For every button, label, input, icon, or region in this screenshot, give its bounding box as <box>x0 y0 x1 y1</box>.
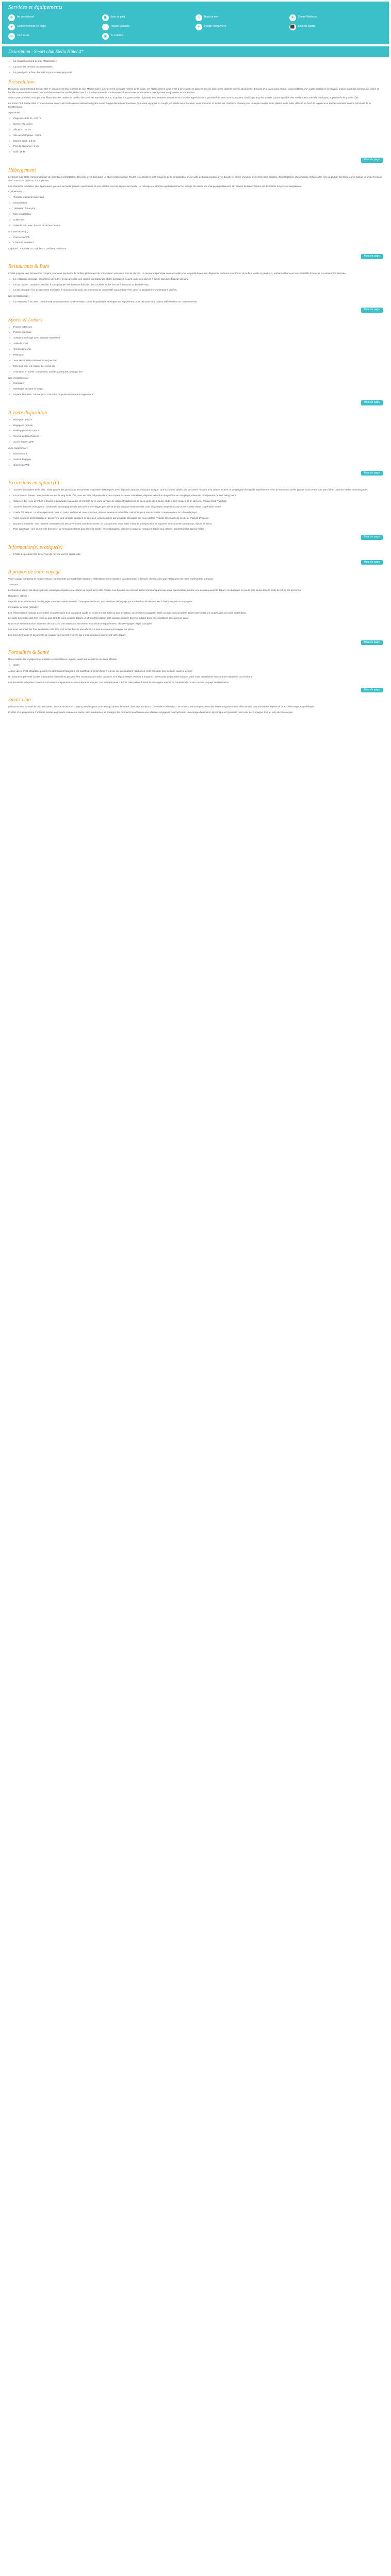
service-item <box>8 33 102 40</box>
foot-icon: ☗ <box>102 14 109 21</box>
equipements-list <box>8 196 383 227</box>
sport-item: ● Animation en soirée : spectacles, soirées dansantes, musique live <box>8 370 383 374</box>
service-label: Centre Wellness <box>298 15 317 19</box>
restaurants-prestations-label: Nos prestations (2) : <box>8 295 30 298</box>
back-to-top-button[interactable]: Haut de page <box>361 471 383 476</box>
excursion-item: ● Journée dans les montagnes : randonnée accompagnée à la découverte de villages perchés et de panoramas exceptionnels, avec dégustation de produits du terroir et visite d'une coopérative locale. <box>8 505 383 509</box>
prestation-item: ● Massages et soins du corps <box>8 387 383 391</box>
equipement-item: ● Climatisation <box>8 201 383 205</box>
info-item: ● L'hôtel ne propose pas de service de navette vers le centre-ville. <box>8 553 383 556</box>
section-sports-title: Sports & Loisirs <box>8 317 43 323</box>
snowflake-icon: ❄ <box>8 14 15 21</box>
info-list <box>8 553 383 556</box>
disposition-item: ● Parking gratuit sur place <box>8 429 383 433</box>
excursion-item: ● Excursion en bateau : une journée en mer le long de la côte, avec escales baignade dans des criques aux eaux cristallines, déjeuner à bord et temps libre sur une plage préservée. Équipement de snorkeling fourni. <box>8 494 383 498</box>
back-to-top-button[interactable]: Haut de page <box>361 688 383 693</box>
description-title: Description - Smart club Stella Hôtel 4* <box>8 48 84 54</box>
back-to-top-button[interactable]: Haut de page <box>361 400 383 405</box>
prestation-item: ● Chambre Standard <box>8 241 383 245</box>
intro-item: ● La proximité de sites incontournables <box>8 65 383 69</box>
proximite-item: ● Site archéologique : 10 km <box>8 134 383 138</box>
hebergement-prestations-label: Nos prestations (1) : <box>8 230 30 233</box>
back-to-top-button[interactable]: Haut de page <box>361 535 383 540</box>
back-to-top-button[interactable]: Haut de page <box>361 640 383 646</box>
smartclub-p1: Découvrez une formule de club innovante : des vacances tout compris pensées pour tous ceux qui aiment la liberté, dans une ambiance conviviale et détendue. Les Smart Club vous proposent des hôtels soigneusement sélectionnés, des animations légères et un excellent rapport qualité-prix. <box>8 705 315 708</box>
bagages-label: Bagages / options : <box>8 594 29 597</box>
equipements-label: Equipements : <box>8 190 24 193</box>
formalites-detail-text: Les ressortissants français doivent être en possession d'un passeport valide au moins 6 mois après la date de retour. Les mineurs voyageant seuls ou avec un seul parent doivent présenter une autorisation de sortie du territoire. <box>8 611 247 614</box>
restaurant-item: ● Le bar piscine : ouvert en journée, il vous propose des boissons fraîches, des cocktails et des en-cas à savourer au bord de l'eau. <box>8 283 383 287</box>
formalites-p3: Un traitement préventif ou des précautions particulières peuvent être recommandés selon la saison et la région visitée. Pensez à emporter une trousse de premiers soins et votre carte européenne d'assurance maladie le cas échéant. <box>8 675 253 679</box>
equipement-item: ● Télévision écran plat <box>8 207 383 211</box>
section-restaurants-title: Restaurants & Bars <box>8 263 50 269</box>
disposition-list <box>8 418 383 444</box>
supplements-list <box>8 452 383 467</box>
sports-prestations-label: Nos prestations (3) : <box>8 376 30 379</box>
restaurants-list <box>8 278 383 293</box>
service-label: Centre wellness en home <box>17 25 46 28</box>
section-smartclub-title: Smart club <box>8 697 31 703</box>
section-disposition-title: A votre disposition <box>8 410 47 416</box>
back-to-top-button[interactable]: Haut de page <box>361 560 383 565</box>
section-hebergement-title: Hébergement <box>8 167 36 173</box>
assurance-text: Nous vous recommandons vivement de souscrire une assurance annulation et assistance rapatriement, afin de voyager l'esprit tranquille. <box>8 622 153 625</box>
restaurants-prestations-list <box>8 300 383 304</box>
intro-list <box>8 60 383 75</box>
presentation-p2: À deux pas de l'hôtel, vous pourrez flâner dans les ruelles de la ville, découvrir les marchés locaux, et goûter à la gastronomie régionale. Les amateurs de culture et d'histoire apprécieront la proximité de sites incontournables, tandis que les plus sportifs pourront profiter des nombreuses activités nautiques proposées le long de la côte. <box>8 96 359 99</box>
sport-item: ● Jeux de société et animations en journée <box>8 359 383 363</box>
excursion-item: ● Journée découverte de la ville : visite guidée des principaux monuments et quartiers historiques, avec déjeuner dans un restaurant typique. Une excursion idéale pour découvrir l'histoire et la culture locales en compagnie d'un guide expérimenté, avec de nombreux arrêts photos et du temps libre pour flâner dans les ruelles commerçantes. <box>8 488 383 492</box>
proximite-item: ● Marché local : 1,5 km <box>8 140 383 143</box>
disposition-item: ● Réception 24h/24 <box>8 418 383 422</box>
proximite-label: A proximité : <box>8 111 22 114</box>
outdoor-pool-icon: ☀ <box>196 24 202 30</box>
service-item <box>289 24 383 30</box>
equipement-item: ● Salle de bain avec douche et sèche-cheveux <box>8 224 383 228</box>
disposition-item: ● Bagagerie gratuite <box>8 424 383 428</box>
service-item <box>8 14 102 21</box>
proximite-item: ● Golf : 15 km <box>8 150 383 154</box>
prestation-item: ● Hammam <box>8 382 383 385</box>
service-item <box>8 24 102 30</box>
formalites-p2: Aucun vaccin n'est obligatoire pour les ressortissants français. Il est toutefois conseillé d'être à jour de ses vaccinations habituelles et de consulter son médecin avant le départ. <box>8 670 192 673</box>
service-label: Salle de sports <box>298 25 315 28</box>
disposition-item: ● Accès internet WiFi <box>8 440 383 444</box>
wellness-icon: ♥ <box>8 24 15 30</box>
main-content <box>2 57 389 715</box>
bagages-text: Le poids et les dimensions des bagages autorisés varient selon la compagnie aérienne. Tout excédent de bagage pourra être facturé directement à l'aéroport par la compagnie. <box>8 600 193 603</box>
sport-item: ● Piscine extérieure <box>8 326 383 329</box>
restaurant-item: ● Le restaurant principal : sous forme de buffet, il vous propose une cuisine internationale et des spécialités locales, avec des soirées à thème plusieurs fois par semaine. <box>8 278 383 281</box>
service-item <box>102 14 196 21</box>
sport-item: ● Pétanque <box>8 353 383 357</box>
service-label: Bain de pied <box>110 15 125 19</box>
proximite-item: ● Aéroport : 25 km <box>8 128 383 132</box>
section-formalites-title: Formalités & Santé <box>8 650 49 656</box>
proximite-item: ● Port de plaisance : 3 km <box>8 145 383 148</box>
service-label: Air conditionné <box>17 15 35 19</box>
supplements-label: Avec supplément : <box>8 447 28 450</box>
sports-list <box>8 326 383 374</box>
excursion-item: ● Soirée folklorique : un dîner-spectacle dans un cadre traditionnel, avec musique, danses locales et spécialités culinaires, pour une immersion complète dans la culture du pays. <box>8 511 383 515</box>
formalite-item: ● Santé <box>8 664 383 667</box>
hebergement-prestations-list <box>8 236 383 245</box>
service-label: Bord de mer <box>204 15 219 19</box>
services-grid <box>8 14 383 40</box>
service-item <box>289 14 383 21</box>
formalites-list <box>8 664 383 667</box>
back-to-top-button[interactable]: Haut de page <box>361 254 383 259</box>
sport-item: ● Mini-club pour les enfants de 4 à 12 ans <box>8 365 383 368</box>
bons-text: Les bons d'échange et documents de voyage vous seront envoyés par e-mail quelques jours avant votre départ. <box>8 634 126 637</box>
paiement-text: Le solde du voyage doit être réglé au plus tard 30 jours avant le départ. Les frais d'annulation sont calculés selon le barème indiqué dans nos conditions générales de vente. <box>8 617 189 620</box>
intro-item: ● La situation en bord de mer Méditerranée <box>8 60 383 63</box>
hebergement-p1: Le Smart club Stella Hotel 4* dispose de chambres confortables, décorées avec goût dans un style méditerranéen. Toutes les chambres sont équipées de la climatisation, d'une salle de bains privative avec douche et sèche-cheveux, d'une télévision satellite, d'un téléphone, d'un minibar et d'un coffre-fort. La plupart bénéficient d'un balcon ou d'une terrasse avec vue sur le jardin ou sur la piscine. <box>8 175 382 182</box>
description-banner <box>2 46 389 58</box>
hebergement-p2: Les chambres familiales, plus spacieuses, peuvent accueillir jusqu'à 4 personnes et sont idéales pour les séjours en famille. Le ménage est effectué quotidiennement et le linge de toilette est changé régulièrement. Un service de blanchisserie est disponible moyennant supplément. <box>8 184 302 188</box>
taxes-text: Les taxes aéroport, les frais de dossier et la TVA sont inclus dans le prix affiché. La taxe de séjour est à régler sur place. <box>8 628 135 631</box>
section-apropos-title: A propos de votre voyage <box>8 569 61 575</box>
section-excursions-title: Excursions en option (€) <box>8 480 59 486</box>
service-item <box>102 33 196 40</box>
proximite-list <box>8 117 383 154</box>
services-panel <box>2 2 389 44</box>
dumbbell-icon: ⬛ <box>289 24 296 30</box>
transport-label: Transport : <box>8 583 20 586</box>
equipement-item: ● Terrasse ou balcon aménagé <box>8 196 383 199</box>
equipement-item: ● Coffre-fort <box>8 218 383 222</box>
sport-item: ● Solarium aménagé avec transats et parasols <box>8 336 383 340</box>
spa-icon: ❀ <box>289 14 296 21</box>
service-item <box>196 14 289 21</box>
restaurants-p1: L'hôtel propose une formule tout compris pour vous permettre de profiter pleinement de votre séjour sans vous soucier de rien. Le restaurant principal vous accueille pour les petits-déjeuners, déjeuners et dîners sous forme de buffets variés et généreux, mettant à l'honneur les spécialités locales et la cuisine internationale. <box>8 272 347 275</box>
prestation-item: ● Espace bien-être : sauna, jacuzzi et soins proposés moyennant supplément <box>8 393 383 397</box>
service-label: Tout inclus <box>17 34 29 38</box>
smartclub-p2: Profitez d'un programme d'activités variées en journée comme en soirée, sans contraintes, et partagez des moments inoubliables avec d'autres voyageurs francophones. Une équipe d'animation dynamique est présente pour vous accompagner tout au long de votre séjour. <box>8 711 294 714</box>
proximite-item: ● Plage de sable fin : 100 m <box>8 117 383 121</box>
service-label: Piscine couverte <box>110 25 130 28</box>
supplement-item: ● Service bagages <box>8 458 383 462</box>
formalites-p1: Nous invitons les voyageurs à consulter les formalités en vigueur avant leur départ sur les sites officiels. <box>8 658 118 661</box>
sport-item: ● Salle de sport <box>8 342 383 346</box>
product-page <box>0 0 391 727</box>
formalites-detail-label: Formalités et santé (détails) : <box>8 605 39 608</box>
excursion-item: ● Parc aquatique : une journée de détente et de sensations fortes pour toute la famille, avec toboggans, piscines à vagues et espaces dédiés aux enfants, transfert inclus depuis l'hôtel. <box>8 528 383 531</box>
excursions-list <box>8 488 383 531</box>
presentation-p1: Bienvenue au Smart Club Stella Hotel 4*, idéalement situé en bord de mer Méditerranée, à seulement quelques mètres de la plage, cet établissement vous invite à des vacances placées sous le signe de la détente et de la découverte. Entouré d'un vaste parc arboré, vous profiterez d'un cadre paisible et verdoyant, propice au repos comme aux loisirs en famille ou entre amis. Pensé pour satisfaire toutes les envies, l'hôtel met à votre disposition de nombreuses infrastructures et animations pour rythmer vos journées et vos soirées. <box>8 87 380 94</box>
restaurant-item: ● Le bar principal : lieu de rencontre en soirée, il vous accueille pour des moments de convivialité autour d'un verre, avec un programme d'animations variées. <box>8 289 383 292</box>
excursion-item: ● Bazars et marchés : une matinée consacrée à la découverte des marchés colorés, où vous pourrez vous initier à l'art de la négociation et rapporter des souvenirs artisanaux, épices et tissus. <box>8 522 383 526</box>
tv-icon: ▣ <box>102 33 109 40</box>
service-item <box>196 24 289 30</box>
allinclusive-icon: ∞ <box>8 33 15 40</box>
prestation-item: ● Le restaurant à la carte : une formule de restauration sur réservation, selon disponibilités et moyennant supplément, pour découvrir une cuisine raffinée dans un cadre intimiste. <box>8 300 383 304</box>
transport-text: Le transport aérien est assuré par une compagnie régulière ou charter au départ de la ville choisie. Les horaires de vol vous seront communiqués avec votre convocation, environ une semaine avant le départ. Les bagages en soute sont inclus dans la limite de 20 kg par personne. <box>8 588 302 591</box>
section-info-title: Information(s) pratique(s) <box>8 544 63 550</box>
disposition-item: ● Service de blanchisserie <box>8 435 383 438</box>
service-item <box>102 24 196 30</box>
formalites-p4: Les formalités indiquées ci-dessus concernent uniquement les ressortissants français. Les ressortissants d'autres nationalités doivent se renseigner auprès de l'ambassade ou du consulat du pays de destination. <box>8 681 230 684</box>
services-title: Services et équipements <box>8 4 63 10</box>
prestation-item: ● Connexion Wifi <box>8 236 383 240</box>
supplement-item: ● Blanchisserie <box>8 452 383 456</box>
intro-item: ● Le grand parc et bien des loisirs qui vous sont proposés <box>8 71 383 75</box>
equipement-item: ● Mini réfrigérateur <box>8 213 383 216</box>
capacity-text: Capacité : 2 adultes ou 2 adultes + 2 enfants maximum. <box>8 247 67 250</box>
apropos-p1: Votre voyage comprend le vol aller-retour, les transferts aéroport-hôtel-aéroport, l'hébergement en chambre standard selon la formule choisie, ainsi que l'assistance de notre représentant sur place. <box>8 578 214 581</box>
excursion-item: ● Visite des sites archéologiques : découverte des vestiges antiques de la région, accompagnée par un guide spécialisé qui vous contera l'histoire fascinante de ces lieux chargés d'histoire. <box>8 517 383 520</box>
sport-item: ● Terrain de tennis <box>8 348 383 351</box>
supplement-item: ● Connexion Wifi <box>8 464 383 467</box>
service-label: Piscine découverte <box>204 25 226 28</box>
presentation-p3: Le Smart Club Stella Hotel 4* vous réserve un accueil chaleureux et attentionné grâce à une équipe dévouée et souriante. Que vous voyagiez en couple, en famille ou entre amis, vous trouverez ici toutes les conditions réunies pour un séjour réussi, entre plaisirs de la table, détente au bord de la piscine et soirées animées sous le ciel étoilé de la Méditerranée. <box>8 102 371 109</box>
back-to-top-button[interactable]: Haut de page <box>361 158 383 163</box>
proximite-item: ● Centre-ville : 2 km <box>8 123 383 126</box>
sports-prestations-list <box>8 382 383 397</box>
sport-item: ● Piscine intérieure <box>8 331 383 334</box>
waves-icon: ∿ <box>196 14 202 21</box>
section-presentation-title: Présentation <box>8 79 35 85</box>
back-to-top-button[interactable]: Haut de page <box>361 308 383 313</box>
excursion-item: ● Safari en 4x4 : une aventure à travers les paysages sauvages de l'arrière-pays, avec la visite de villages traditionnels, la découverte de la faune et de la flore locales, et un déjeuner typique chez l'habitant. <box>8 500 383 503</box>
pool-icon: ≈ <box>102 24 109 30</box>
service-label: Tv satellite <box>110 34 123 38</box>
